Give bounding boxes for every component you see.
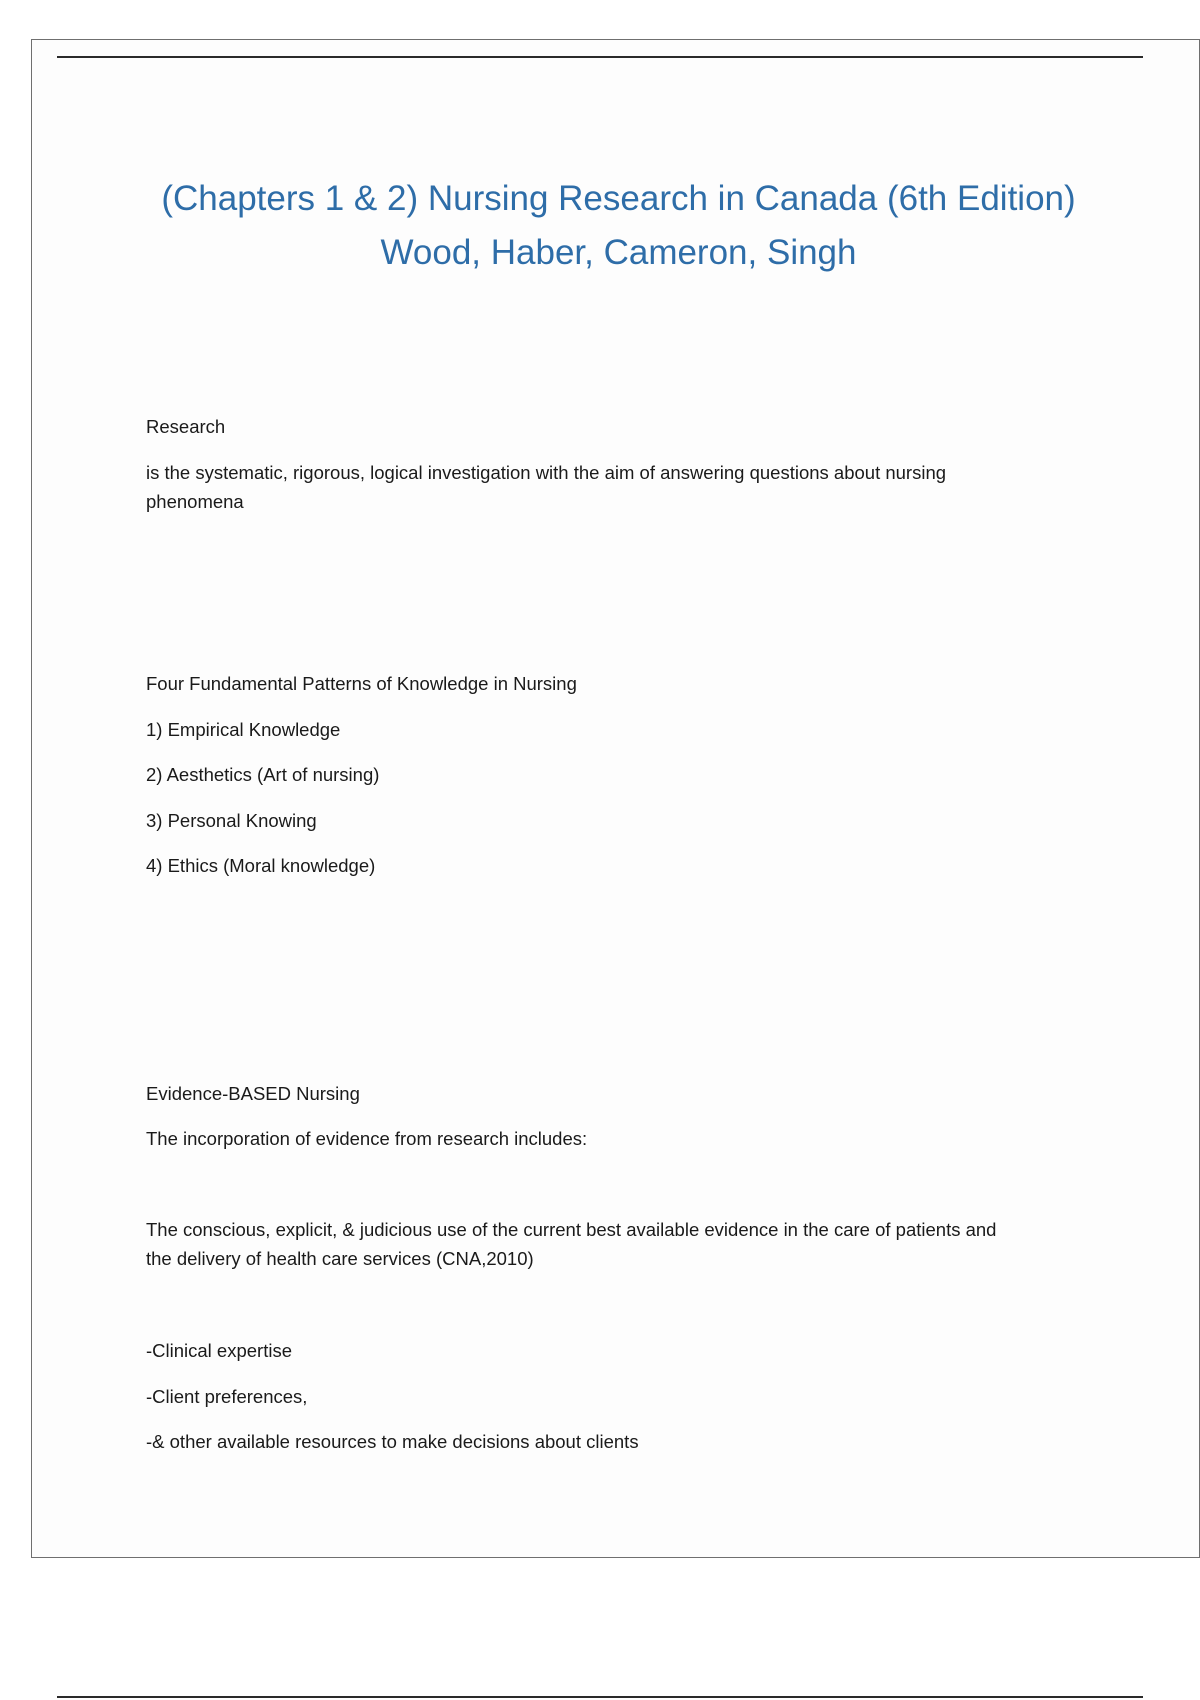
research-definition-line: is the systematic, rigorous, logical investigation with the aim of answering questions about nursing <box>146 462 947 483</box>
evidence-based-intro <box>146 1124 1106 1153</box>
list-item: 2) Aesthetics (Art of nursing) <box>146 764 380 785</box>
bottom-rule <box>57 1696 1143 1698</box>
intro-text: The incorporation of evidence from research includes: <box>146 1128 588 1149</box>
list-item: 1) Empirical Knowledge <box>146 719 341 740</box>
list-item: -Client preferences, <box>146 1386 308 1407</box>
evidence-based-definition <box>146 1215 1106 1273</box>
knowledge-item <box>146 715 1106 744</box>
title-line-1: (Chapters 1 & 2) Nursing Research in Canada (6th Edition) <box>161 179 1076 218</box>
definition-line: The conscious, explicit, & judicious use of the current best available evidence in the care of patients and <box>146 1219 997 1240</box>
list-item: 3) Personal Knowing <box>146 810 317 831</box>
page-title <box>57 172 1180 280</box>
research-section <box>146 412 1106 441</box>
evidence-item <box>146 1336 1106 1365</box>
knowledge-patterns-section <box>146 669 1106 698</box>
knowledge-item <box>146 806 1106 835</box>
research-definition <box>146 458 1106 516</box>
top-rule <box>57 56 1143 58</box>
list-item: -Clinical expertise <box>146 1340 292 1361</box>
research-definition-line: phenomena <box>146 491 244 512</box>
research-heading: Research <box>146 416 226 437</box>
list-item: -& other available resources to make decisions about clients <box>146 1431 639 1452</box>
definition-line: the delivery of health care services (CNA,2010) <box>146 1248 534 1269</box>
evidence-item <box>146 1427 1106 1456</box>
knowledge-item <box>146 760 1106 789</box>
evidence-based-heading: Evidence-BASED Nursing <box>146 1083 360 1104</box>
knowledge-item <box>146 851 1106 880</box>
title-line-2: Wood, Haber, Cameron, Singh <box>380 233 857 272</box>
evidence-item <box>146 1382 1106 1411</box>
evidence-based-section <box>146 1079 1106 1108</box>
list-item: 4) Ethics (Moral knowledge) <box>146 855 376 876</box>
knowledge-patterns-heading: Four Fundamental Patterns of Knowledge in Nursing <box>146 673 577 694</box>
